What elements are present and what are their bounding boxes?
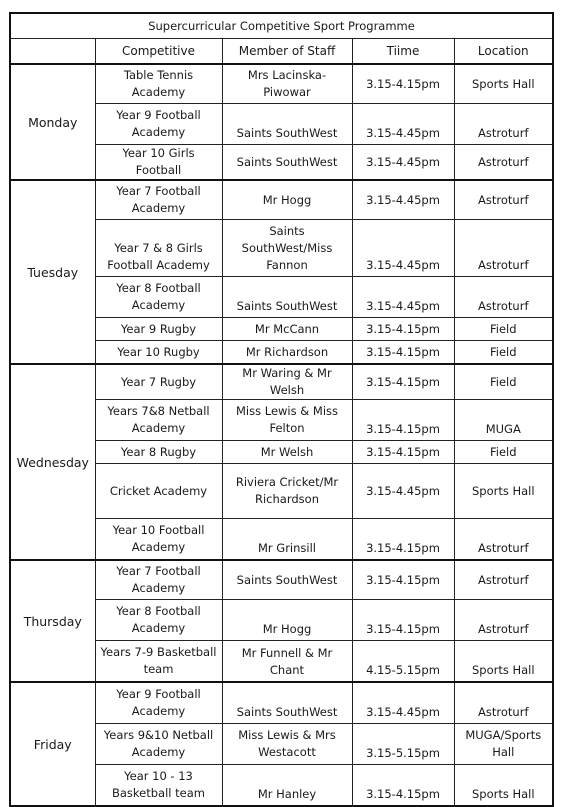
activity-cell: Year 10 Football Academy <box>95 519 222 561</box>
staff-cell: Saints SouthWest <box>222 560 352 600</box>
location-cell: Astroturf <box>454 104 553 145</box>
time-cell: 3.15-4.45pm <box>352 220 454 277</box>
time-cell: 3.15-4.45pm <box>352 277 454 318</box>
activity-cell: Year 7 Football Academy <box>95 560 222 600</box>
table-row <box>10 560 553 600</box>
header-day <box>10 39 95 65</box>
activity-cell: Cricket Academy <box>95 464 222 519</box>
activity-cell: Year 10 - 13 Basketball team <box>95 765 222 807</box>
time-cell: 3.15-4.45pm <box>352 104 454 145</box>
activity-cell: Year 10 Rugby <box>95 341 222 365</box>
activity-cell: Year 8 Rugby <box>95 441 222 464</box>
staff-cell: Miss Lewis & Miss Felton <box>222 400 352 441</box>
title-row <box>10 13 553 39</box>
time-cell: 3.15-5.15pm <box>352 724 454 765</box>
time-cell: 3.15-4.15pm <box>352 364 454 400</box>
day-label: Tuesday <box>10 180 95 364</box>
staff-cell: Mr Welsh <box>222 441 352 464</box>
time-cell: 3.15-4.15pm <box>352 560 454 600</box>
location-cell: Sports Hall <box>454 64 553 104</box>
table-row <box>10 682 553 724</box>
activity-cell: Years 7-9 Basketball team <box>95 641 222 683</box>
header-staff: Member of Staff <box>222 39 352 65</box>
staff-cell: Saints SouthWest/Miss Fannon <box>222 220 352 277</box>
time-cell: 3.15-4.15pm <box>352 341 454 365</box>
staff-cell: Mrs Lacinska-Piwowar <box>222 64 352 104</box>
header-competitive: Competitive <box>95 39 222 65</box>
location-cell: Astroturf <box>454 519 553 561</box>
time-cell: 3.15-4.45pm <box>352 682 454 724</box>
staff-cell: Saints SouthWest <box>222 145 352 181</box>
activity-cell: Year 7 Football Academy <box>95 180 222 220</box>
staff-cell: Saints SouthWest <box>222 104 352 145</box>
activity-cell: Year 7 Rugby <box>95 364 222 400</box>
location-cell: Astroturf <box>454 180 553 220</box>
time-cell: 3.15-4.15pm <box>352 600 454 641</box>
location-cell: Astroturf <box>454 145 553 181</box>
time-cell: 4.15-5.15pm <box>352 641 454 683</box>
time-cell: 3.15-4.15pm <box>352 400 454 441</box>
location-cell: Field <box>454 341 553 365</box>
staff-cell: Mr McCann <box>222 318 352 341</box>
staff-cell: Miss Lewis & Mrs Westacott <box>222 724 352 765</box>
header-location: Location <box>454 39 553 65</box>
time-cell: 3.15-4.15pm <box>352 519 454 561</box>
staff-cell: Mr Richardson <box>222 341 352 365</box>
table-row <box>10 180 553 220</box>
time-cell: 3.15-4.45pm <box>352 464 454 519</box>
location-cell: Field <box>454 364 553 400</box>
table-row <box>10 364 553 400</box>
staff-cell: Mr Grinsill <box>222 519 352 561</box>
location-cell: Field <box>454 318 553 341</box>
location-cell: Sports Hall <box>454 641 553 683</box>
header-time: Tiime <box>352 39 454 65</box>
staff-cell: Mr Hogg <box>222 180 352 220</box>
page-title: Supercurricular Competitive Sport Programme <box>10 13 553 39</box>
staff-cell: Mr Hogg <box>222 600 352 641</box>
day-label: Friday <box>10 682 95 806</box>
activity-cell: Year 10 Girls Football <box>95 145 222 181</box>
day-label: Thursday <box>10 560 95 682</box>
staff-cell: Mr Waring & Mr Welsh <box>222 364 352 400</box>
time-cell: 3.15-4.15pm <box>352 765 454 807</box>
activity-cell: Year 9 Football Academy <box>95 682 222 724</box>
staff-cell: Saints SouthWest <box>222 682 352 724</box>
staff-cell: Mr Funnell & Mr Chant <box>222 641 352 683</box>
location-cell: Astroturf <box>454 220 553 277</box>
activity-cell: Year 7 & 8 Girls Football Academy <box>95 220 222 277</box>
activity-cell: Years 9&10 Netball Academy <box>95 724 222 765</box>
day-label: Wednesday <box>10 364 95 560</box>
activity-cell: Year 9 Rugby <box>95 318 222 341</box>
programme-table <box>9 12 554 807</box>
location-cell: MUGA <box>454 400 553 441</box>
staff-cell: Saints SouthWest <box>222 277 352 318</box>
activity-cell: Year 8 Football Academy <box>95 277 222 318</box>
activity-cell: Year 8 Football Academy <box>95 600 222 641</box>
location-cell: Sports Hall <box>454 464 553 519</box>
staff-cell: Riviera Cricket/Mr Richardson <box>222 464 352 519</box>
time-cell: 3.15-4.15pm <box>352 64 454 104</box>
activity-cell: Years 7&8 Netball Academy <box>95 400 222 441</box>
time-cell: 3.15-4.15pm <box>352 318 454 341</box>
location-cell: Astroturf <box>454 600 553 641</box>
location-cell: Sports Hall <box>454 765 553 807</box>
location-cell: MUGA/Sports Hall <box>454 724 553 765</box>
location-cell: Field <box>454 441 553 464</box>
activity-cell: Table Tennis Academy <box>95 64 222 104</box>
location-cell: Astroturf <box>454 277 553 318</box>
table-row <box>10 64 553 104</box>
time-cell: 3.15-4.15pm <box>352 441 454 464</box>
staff-cell: Mr Hanley <box>222 765 352 807</box>
time-cell: 3.15-4.45pm <box>352 145 454 181</box>
location-cell: Astroturf <box>454 682 553 724</box>
header-row <box>10 39 553 65</box>
activity-cell: Year 9 Football Academy <box>95 104 222 145</box>
day-label: Monday <box>10 64 95 180</box>
time-cell: 3.15-4.45pm <box>352 180 454 220</box>
location-cell: Astroturf <box>454 560 553 600</box>
